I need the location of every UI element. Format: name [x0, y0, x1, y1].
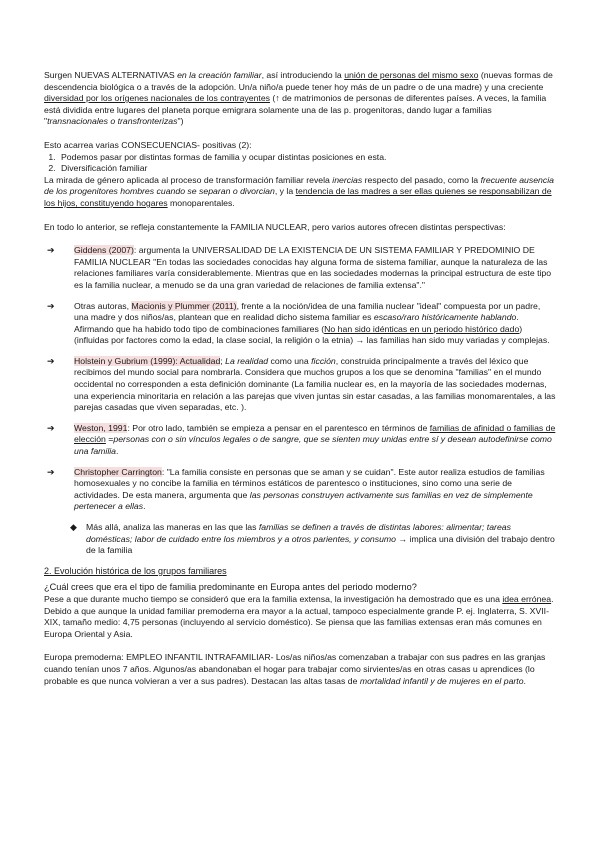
diamond-bullet-icon: ◆: [70, 522, 77, 532]
author-bullet-weston: ➔ Weston, 1991: Por otro lado, también se empieza a pensar en el parentesco en términos de familias de afinidad o familias de elección =personas con o sin vínculos legales o de sangre, que se sienten muy unidas entre sí y desean autodefinirse como una familia.: [47, 422, 556, 457]
author-bullet-giddens: ➔ Giddens (2007): argumenta la UNIVERSALIDAD DE LA EXISTENCIA DE UN SISTEMA FAMILIAR Y PREDOMINIO DE FAMILIA NUCLEAR "En todas las sociedades conocidas hay alguna forma de sistema familiar, aunque la naturaleza de las relaciones familiares varía considerablemente. Mientras que en las sociedades modernas la principal estructura de este tipo es la familia nuclear, a menudo se da una gran variedad de relaciones de familia extensa".": [47, 245, 552, 290]
list-item: 2. Diversificación familiar: [58, 163, 556, 175]
paragraph-premodern-europe: Europa premoderna: EMPLEO INFANTIL INTRAFAMILIAR- Los/as niños/as comenzaban a trabajar con sus padres en las granjas cuando tenían unos 7 años. Algunos/as abandonaban el hogar para trabajar como sirvientes/as en otras casas u aprendices (lo probable es que nunca volvieran a ver a sus padres). Destacan las altas tasas de mortalidad infantil y de mujeres en el parto.: [44, 652, 546, 686]
paragraph-gender-view: La mirada de género aplicada al proceso de transformación familiar revela inercias respecto del pasado, como la frecuente ausencia de los progenitores hombres cuando se separan o divorcian, y la tendencia de las madres a ser ellas quienes se responsabilizan de los hijos, constituyendo hogares monoparentales.: [44, 174, 554, 208]
list-item: 1. Podemos pasar por distintas formas de familia y ocupar distintas posiciones en esta.: [58, 152, 556, 164]
arrow-icon: ➔: [47, 355, 55, 366]
arrow-icon: ➔: [47, 422, 55, 433]
document-page: [44, 70, 556, 687]
paragraph-extended-family: Pese a que durante mucho tiempo se consideró que era la familia extensa, la investigación ha demostrado que es una idea errónea. Debido a que aunque la unidad familiar premoderna era mayor a la actual, tampoco especialmente grande P. ej. Inglaterra, S. XVII-XIX, tamaño medio: 4,75 personas (incluyendo al servicio doméstico). Se piensa que las familias extensas eran más comunes en Europa Oriental y Asia.: [44, 593, 554, 639]
section-heading: 2. Evolución histórica de los grupos familiares: [44, 565, 227, 576]
consequences-intro: Esto acarrea varias CONSECUENCIAS- positivas (2):: [44, 139, 252, 150]
author-bullet-macionis-plummer: ➔ Otras autoras, Macionis y Plummer (2011), frente a la noción/idea de una familia nuclear "ideal" compuesta por un padre, una madre y dos niños/as, plantean que en realidad dicho sistema familiar es escaso/raro históricamente hablando. Afirmando que ha habido todo tipo de combinaciones familiares (No han sido idénticas en un periodo histórico dado) (influidas por factores como la edad, la clase social, la religión o la etnia) → las familias han sido muy variadas y complejas.: [47, 300, 550, 346]
author-bullet-carrington: ➔ Christopher Carrington: "La familia consiste en personas que se aman y se cuidan". Este autor realiza estudios de familias homosexuales y no concibe la familia en términos estáticos de parentesco o instituciones, sino como una serie de actividades. De esta manera, argumenta que las personas construyen activamente sus familias en vez de simplemente pertenecer a ellas.: [47, 466, 545, 512]
arrow-icon: ➔: [47, 300, 55, 311]
arrow-icon: ➔: [47, 245, 55, 256]
arrow-icon: ➔: [47, 466, 55, 477]
paragraph-nuclear-family: En todo lo anterior, se refleja constantemente la FAMILIA NUCLEAR, pero varios autores ofrecen distintas perspectivas:: [44, 221, 506, 232]
section-question: ¿Cuál crees que era el tipo de familia predominante en Europa antes del periodo moderno?: [44, 582, 417, 593]
paragraph-new-alternatives: Surgen NUEVAS ALTERNATIVAS en la creación familiar, así introduciendo la unión de personas del mismo sexo (nuevas formas de descendencia biológica o a través de la adopción. Un/a niño/a puede tener hoy más de un padre o de una madre) y una creciente diversidad por los orígenes nacionales de los contrayentes (↑ de matrimonios de personas de diferentes países. A veces, la familia está dividida entre lugares del planeta porque emigrara solamente una de las p. progenitoras, dando lugar a familias "transnacionales o transfronterizas"): [44, 70, 553, 127]
author-bullet-holstein-gubrium: ➔ Holstein y Gubrium (1999): Actualidad; La realidad como una ficción, construida principalmente a través del léxico que recibimos del mundo social para nombrarla. Considera que muchos grupos a los que se denomina "familias" en el mundo occidental no corresponden a esta definición dominante (La familia nuclear es, en la mayoría de las sociedades modernas, una experiencia minoritaria en relación a las parejas que viven juntas sin estar casadas, a las familias monomarentales, a las parejas casadas que viven separadas, etc. ).: [47, 355, 556, 413]
sub-bullet-labors: ◆ Más allá, analiza las maneras en las que las familias se definen a través de distintas labores: alimentar; tareas domésticas; labor de cuidado entre los miembros y a otros parientes, y consumo → implica una división del trabajo dentro de la familia: [70, 522, 555, 556]
consequences-list: [44, 152, 556, 175]
